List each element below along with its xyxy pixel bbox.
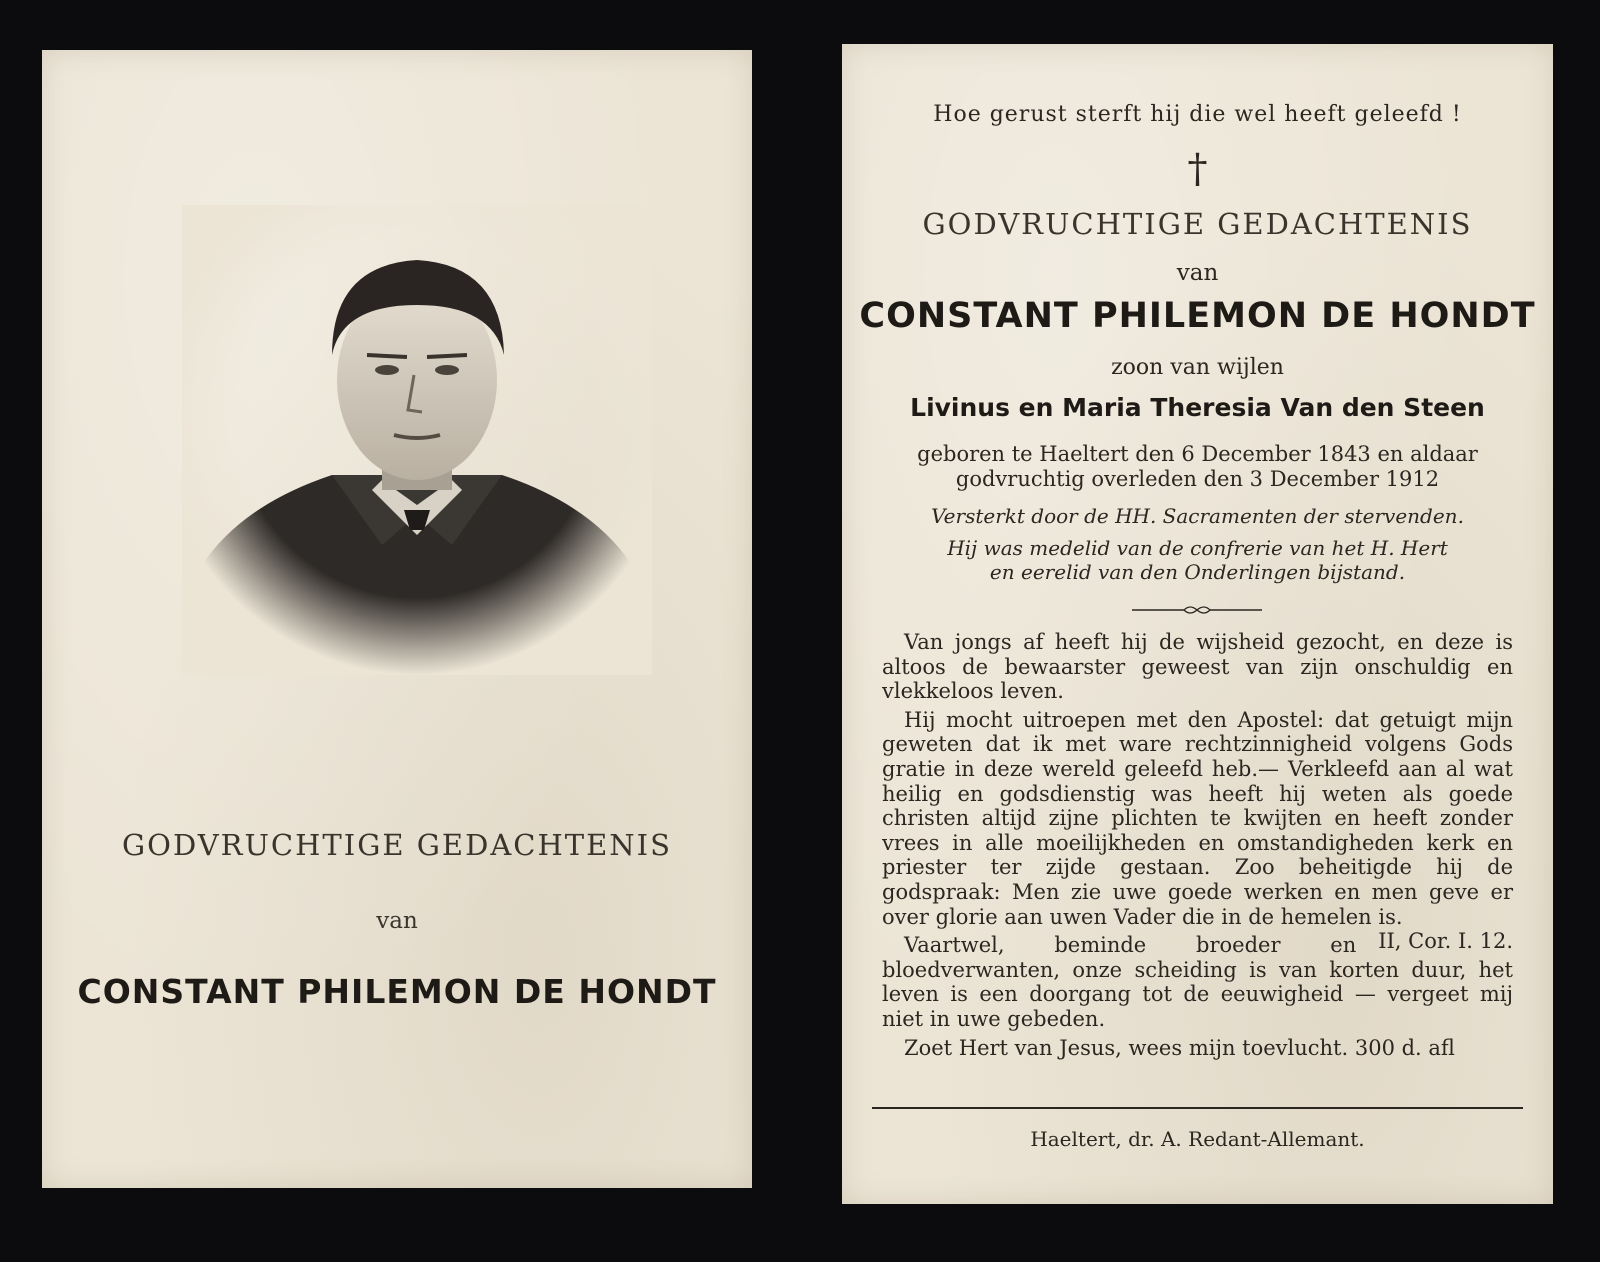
right-card-van: van	[1176, 260, 1219, 286]
memorial-card-left	[42, 50, 752, 1188]
eulogy-paragraph-3: Vaartwel, beminde broeder en bloedverwanten, onze scheiding is van korten duur, het leven is een doorgang tot de eeuwigheid — vergeet mij niet in uwe gebeden.	[882, 933, 1513, 1031]
deceased-name: CONSTANT PHILEMON DE HONDT	[859, 296, 1536, 336]
confrerie-line-2: en eerelid van den Onderlingen bijstand.	[989, 560, 1406, 584]
eulogy-paragraph-2	[882, 707, 1513, 954]
death-line: godvruchtig overleden den 3 December 1912	[955, 467, 1440, 491]
divider-rule	[872, 1107, 1523, 1109]
motto: Hoe gerust sterft hij die wel heeft geleefd !	[933, 102, 1462, 127]
birth-death-text	[842, 442, 1553, 492]
parents-names: Livinus en Maria Theresia Van den Steen	[910, 393, 1485, 422]
sacraments-line: Versterkt door de HH. Sacramenten der stervenden.	[931, 504, 1464, 528]
left-card-van: van	[376, 908, 418, 934]
eulogy-text	[882, 630, 1513, 1064]
eulogy-paragraph-1: Van jongs af heeft hij de wijsheid gezocht, en deze is altoos de bewaarster geweest van zijn onschuldig en vlekkeloos leven.	[882, 630, 1513, 704]
ornament-divider-icon	[1132, 604, 1262, 616]
left-card-heading: GODVRUCHTIGE GEDACHTENIS	[122, 828, 672, 862]
bible-reference: II, Cor. I. 12.	[1378, 929, 1513, 954]
cross-icon: †	[1187, 146, 1208, 192]
left-card-name: CONSTANT PHILEMON DE HONDT	[77, 972, 717, 1011]
prayer-line: Zoet Hert van Jesus, wees mijn toevlucht. 300 d. afl	[904, 1035, 1455, 1060]
right-card-heading: GODVRUCHTIGE GEDACHTENIS	[922, 207, 1473, 241]
confrerie-text	[842, 536, 1553, 584]
portrait-photo	[182, 205, 652, 675]
memorial-card-right	[842, 44, 1553, 1204]
birth-line: geboren te Haeltert den 6 December 1843 en aldaar	[917, 442, 1478, 466]
confrerie-line-1: Hij was medelid van de confrerie van het H. Hert	[947, 536, 1448, 560]
son-of-label: zoon van wijlen	[1111, 355, 1284, 380]
eulogy-paragraph-2-text: Hij mocht uitroepen met den Apostel: dat getuigt mijn geweten dat ik met ware rechtzinnigheid volgens Gods gratie in deze wereld geleefd heb.— Verkleefd aan al wat heilig en godsdienstig was heeft hij weten als goede christen altijd zijne plichten te kwijten en heeft zonder vrees in alle moeilijkheden en omstandigheden kerk en priester ter zijde gestaan. Zoo beheitigde hij de godspraak: Men zie uwe goede werken en men geve er over glorie aan uwen Vader die in de hemelen is.	[882, 707, 1513, 929]
printer-imprint: Haeltert, dr. A. Redant-Allemant.	[1030, 1127, 1365, 1151]
